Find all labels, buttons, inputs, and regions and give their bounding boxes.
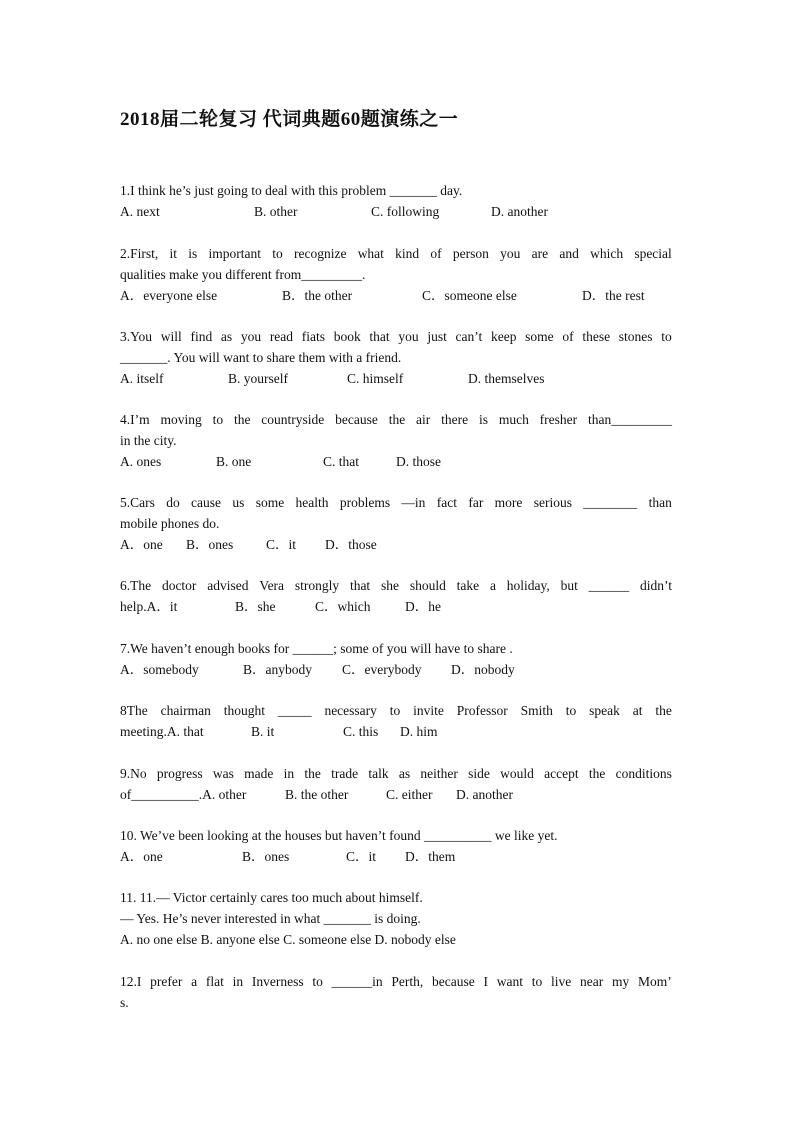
word: conditions [615,766,672,781]
word: ______in [331,974,383,989]
word: because [432,974,475,989]
word: prefer [150,974,183,989]
word: 8The [120,703,148,718]
word: side [468,766,490,781]
word: moving [160,412,202,427]
option-c: C. following [371,203,440,219]
word: fresher [539,412,578,427]
word: the [388,412,406,427]
word: 12.I [120,974,142,989]
question-12-stem-line-2: s. [120,994,129,1010]
option-b: B．the other [282,287,353,303]
question-12-stem-line-1 [120,972,672,993]
word: much [498,412,529,427]
option-a: A. itself [120,370,164,386]
word: the [233,412,251,427]
option-c: C．everybody [342,661,422,677]
word: in [283,766,295,781]
question-4-stem-line-1 [120,410,672,431]
word: ________ [583,495,638,510]
option-b: B. it [251,723,275,739]
word: special [634,246,672,261]
word: but [560,578,578,593]
question-1-options [120,202,672,223]
word: she [381,578,399,593]
question-10 [120,826,672,868]
word: 2.First, [120,246,159,261]
word: Smith [520,703,553,718]
word: to [389,703,401,718]
word: Perth, [391,974,424,989]
option-b: B．ones [186,536,234,552]
word: you [398,329,419,344]
word: trade [331,766,359,781]
word: doctor [161,578,197,593]
word: to [565,703,577,718]
option-c: C. this [343,723,379,739]
question-5 [120,493,672,555]
option-c: C．it [266,536,297,552]
question-5-stem-line-2: mobile phones do. [120,515,220,531]
word: should [409,578,446,593]
word: the [655,703,672,718]
word: that [349,578,371,593]
question-11-options: A. no one else B. anyone else C. someone else D. nobody else [120,931,456,947]
question-6 [120,576,672,618]
word: strongly [294,578,340,593]
word: to [661,329,672,344]
word: to [272,246,283,261]
word: the [588,766,606,781]
option-d: D. those [396,453,441,469]
word: neither [420,766,458,781]
option-d: D．those [325,536,377,552]
question-9 [120,764,672,806]
word: speak [589,703,620,718]
word: kind [395,246,420,261]
word: fiats [301,329,325,344]
option-b: B. the other [285,786,349,802]
word: ______ [588,578,630,593]
word: do [166,495,180,510]
word: Professor [456,703,508,718]
question-5-options [120,535,672,556]
word: a [191,974,198,989]
question-2-options [120,286,672,307]
word: _____ [277,703,312,718]
question-2-stem-line-1 [120,244,672,265]
option-d: D. themselves [468,370,545,386]
question-1 [120,181,672,223]
word: us [232,495,245,510]
option-d: D．he [405,598,441,614]
option-a: A．one [120,536,163,552]
word: than_________ [588,412,672,427]
word: health [295,495,329,510]
question-5-stem-line-1 [120,493,672,514]
word: some [525,329,554,344]
option-a: A. next [120,203,160,219]
word: keep [490,329,517,344]
word: chairman [160,703,211,718]
option-d: D. another [456,786,513,802]
word: far [468,495,484,510]
question-3-options [120,369,672,390]
option-d: D．the rest [582,287,645,303]
word: you [500,246,521,261]
question-9-stem-line-2: of__________.A. other [120,786,247,802]
question-6-stem-line-2: help.A．it [120,598,178,614]
word: to [212,412,224,427]
option-b: B. yourself [228,370,288,386]
question-8 [120,701,672,743]
question-12 [120,972,672,1014]
word: 6.The [120,578,152,593]
question-7-stem: 7.We haven’t enough books for ______; some of you will have to share . [120,641,513,656]
word: countryside [261,412,325,427]
word: which [590,246,624,261]
question-11 [120,888,672,950]
word: stones [618,329,653,344]
word: in [232,974,244,989]
word: serious [533,495,572,510]
question-3 [120,327,672,389]
word: recognize [293,246,347,261]
word: the [304,766,321,781]
word: important [208,246,261,261]
word: would [500,766,534,781]
option-c: C．which [315,598,371,614]
word: cause [191,495,222,510]
word: near [580,974,604,989]
word: there [441,412,469,427]
question-6-stem-line-1 [120,576,672,597]
word: was [212,766,234,781]
word: thought [223,703,265,718]
question-9-options [120,785,672,806]
word: talk [368,766,389,781]
document-title: 2018届二轮复习 代词典题60题演练之一 [120,109,459,130]
word: 9.No [120,766,147,781]
question-10-stem: 10. We’ve been looking at the houses but haven’t found __________ we like yet. [120,828,558,843]
word: my [612,974,630,989]
word: necessary [324,703,377,718]
word: will [160,329,182,344]
question-7 [120,639,672,681]
question-8-stem-line-2: meeting.A. that [120,723,204,739]
question-3-stem-line-1 [120,327,672,348]
option-c: C. either [386,786,433,802]
option-c: C. that [323,453,359,469]
word: and [559,246,579,261]
question-4 [120,410,672,472]
question-8-options [120,722,672,743]
word: is [478,412,488,427]
option-d: D. him [400,723,438,739]
word: find [190,329,213,344]
option-a: A．everyone else [120,287,218,303]
option-c: C. himself [347,370,404,386]
question-2 [120,244,672,306]
word: progress [156,766,203,781]
word: 4.I’m [120,412,150,427]
word: live [551,974,572,989]
option-a: A．one [120,848,163,864]
word: problems [339,495,391,510]
word: of [430,246,442,261]
word: to [531,974,543,989]
word: than [648,495,672,510]
option-b: B. other [254,203,298,219]
word: holiday, [506,578,550,593]
word: these [582,329,611,344]
question-6-options [120,597,672,618]
word: at [632,703,643,718]
word: accept [544,766,579,781]
word: just [427,329,447,344]
word: want [496,974,523,989]
question-4-options [120,452,672,473]
question-2-stem-line-2: qualities make you different from_________. [120,266,366,282]
word: read [269,329,294,344]
word: didn’t [639,578,672,593]
word: because [335,412,378,427]
word: a [489,578,496,593]
word: invite [413,703,444,718]
option-b: B．she [235,598,276,614]
option-c: C．someone else [422,287,517,303]
word: take [456,578,480,593]
question-8-stem-line-1 [120,701,672,722]
word: are [531,246,549,261]
question-1-stem: 1.I think he’s just going to deal with this problem _______ day. [120,183,463,198]
option-d: D．them [405,848,456,864]
word: Inverness [251,974,304,989]
option-c: C．it [346,848,377,864]
option-a: A. ones [120,453,162,469]
word: —in [401,495,426,510]
word: is [188,246,198,261]
word: Mom’ [638,974,672,989]
word: as [398,766,411,781]
option-d: D．nobody [451,661,515,677]
word: that [369,329,390,344]
question-11-line-2: — Yes. He’s never interested in what _______ is doing. [120,910,421,926]
word: Vera [259,578,285,593]
word: some [255,495,285,510]
question-11-line-1: 11. 11.— Victor certainly cares too much about himself. [120,890,423,905]
word: of [562,329,574,344]
word: 3.You [120,329,153,344]
word: you [240,329,262,344]
option-a: A．somebody [120,661,199,677]
word: more [494,495,523,510]
word: I [483,974,488,989]
word: book [333,329,361,344]
word: made [244,766,274,781]
question-4-stem-line-2: in the city. [120,432,177,448]
word: can’t [455,329,483,344]
question-9-stem-line-1 [120,764,672,785]
word: what [357,246,384,261]
question-10-options [120,847,672,868]
word: flat [205,974,224,989]
word: to [312,974,323,989]
option-b: B．ones [242,848,290,864]
question-7-options [120,660,672,681]
option-b: B．anybody [243,661,312,677]
word: 5.Cars [120,495,155,510]
word: advised [207,578,249,593]
word: fact [436,495,457,510]
word: as [220,329,233,344]
option-b: B. one [216,453,252,469]
word: air [416,412,431,427]
question-3-stem-line-2: _______. You will want to share them with a friend. [120,349,402,365]
word: it [169,246,178,261]
word: person [452,246,489,261]
option-d: D. another [491,203,548,219]
